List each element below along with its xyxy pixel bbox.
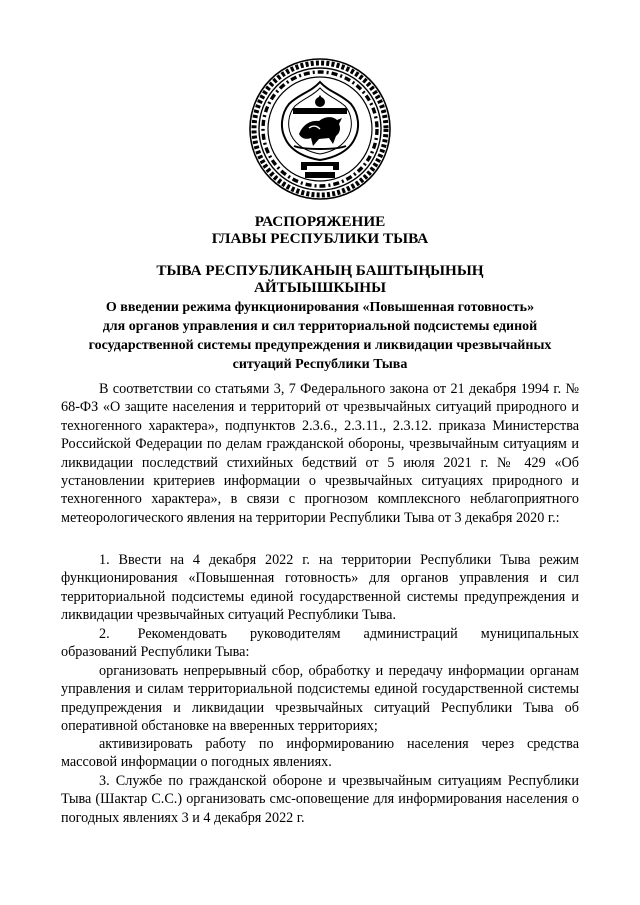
item-2-word-1: Рекомендовать (137, 626, 227, 642)
item-3-paragraph: 3. Службе по гражданской обороне и чрезвычайным ситуациям Республики Тыва (Шактар С.С.) организовать смс-оповещение для информирования населения о погодных явлениях 3 и 4 декабря 2022 г. (61, 773, 579, 826)
preamble-paragraph: В соответствии со статьями 3, 7 Федерального закона от 21 декабря 1994 г. № 68-ФЗ «О защите населения и территорий от чрезвычайных ситуаций природного и техногенного характера», подпунктов 2.3.6., 2.3.11., 2.3.12. приказа Министерства Российской Федерации по делам гражданской обороны, чрезвычайным ситуациям и ликвидации последствий стихийных бедствий от 5 июля 2021 г. № 429 «Об установлении критериев информации о чрезвычайных ситуациях природного и техногенного характера», в связи с прогнозом комплексного неблагоприятного метеорологического явления на территории Республики Тыва от 3 декабря 2020 г.: (61, 381, 579, 526)
item-2b-paragraph: активизировать работу по информированию населения через средства массовой информации о погодных явлениях. (61, 736, 579, 771)
item-2-continuation: образований Республики Тыва: (61, 644, 250, 660)
doc-type-title-tuvan: ТЫВА РЕСПУБЛИКАНЫҢ БАШТЫҢЫНЫҢ (156, 262, 484, 279)
doc-issuer-title-tuvan: АЙТЫЫШКЫНЫ (253, 279, 387, 296)
item-2-word-2: руководителям (250, 626, 341, 642)
item-2-word-3: администраций (363, 626, 458, 642)
subject-line-1: О введении режима функционирования «Повышенная готовность» (105, 300, 535, 315)
item-2a-paragraph: организовать непрерывный сбор, обработку и передачу информации органам управления и силам территориальной подсистемы единой государственной системы предупреждения и ликвидации чрезвычайных ситуаций Республики Тыва об оперативной обстановке на вверенных территориях; (61, 663, 579, 735)
item-2-word-4: муниципальных (480, 626, 579, 642)
doc-issuer-title: ГЛАВЫ РЕСПУБЛИКИ ТЫВА (211, 230, 429, 247)
doc-type-title: РАСПОРЯЖЕНИЕ (254, 213, 386, 230)
subject-line-2: для органов управления и сил территориальной подсистемы единой (102, 319, 538, 334)
item-2-number: 2. (99, 626, 110, 642)
item-1-paragraph: 1. Ввести на 4 декабря 2022 г. на территории Республики Тыва режим функционирования «Повышенная готовность» для органов управления и сил территориальной подсистемы единой государственной системы предупреждения и ликвидации чрезвычайных ситуаций Республики Тыва. (61, 552, 579, 624)
subject-line-3: государственной системы предупреждения и ликвидации чрезвычайных (88, 338, 552, 353)
item-2-lead (61, 625, 227, 643)
item-2-heading-row (61, 625, 579, 643)
tuva-coat-of-arms-icon (249, 58, 391, 200)
subject-line-4: ситуаций Республики Тыва (232, 357, 408, 372)
